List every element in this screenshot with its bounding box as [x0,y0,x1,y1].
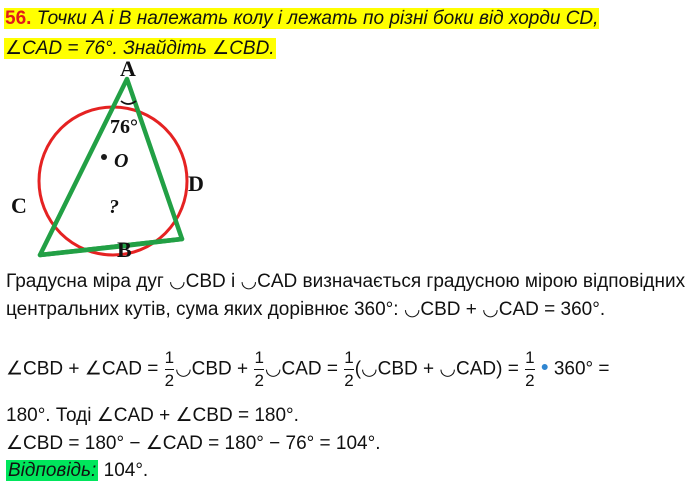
fraction-half [344,348,353,391]
eq-part-3: ◡CAD = [264,358,344,380]
eq-part-1: ∠CBD + ∠CAD = [6,358,164,380]
multiply-dot: • [540,354,549,380]
fraction-bar [165,369,174,370]
geometry-figure [0,56,230,266]
fraction-half [165,348,174,391]
problem-line-1 [4,8,599,29]
fraction-half [254,348,263,391]
label-C: C [11,193,27,218]
fraction-bar [344,369,353,370]
fraction-num: 1 [254,348,264,367]
fraction-bar [525,369,534,370]
label-A: A [120,56,136,81]
chords [40,79,182,255]
answer-value: 104°. [98,460,149,481]
label-B: B [117,237,132,262]
problem-statement [4,4,691,64]
fraction-num: 1 [164,348,175,367]
unknown-angle-label: ? [109,196,119,218]
fraction-num: 1 [344,348,354,367]
fraction-den: 2 [254,371,264,390]
solution-line-4: ∠CBD = 180° − ∠CAD = 180° − 76° = 104°. [6,433,381,454]
answer-label: Відповідь: [8,460,97,481]
answer-line [6,460,148,482]
angle-label: 76° [110,116,138,138]
label-D: D [188,171,204,196]
triangle-ACD [40,79,182,255]
eq-part-4: (◡CBD + ◡CAD) = [354,358,525,380]
center-point [101,154,107,160]
problem-number: 56. [5,8,32,29]
solution-paragraph: Градусна міра дуг ◡CBD і ◡CAD визначається градусною мірою відповідних центральних кутів, сума яких дорівнює 360°: ◡CBD + ◡CAD = 360°. [6,271,686,320]
problem-line-2: ∠CAD = 76°. Знайдіть ∠CBD. [5,38,275,59]
equation-line [6,348,610,391]
solution-line-3: 180°. Тоді ∠CAD + ∠CBD = 180°. [6,405,299,426]
problem-text-1: Точки A і B належать колу і лежать по різні боки від хорди CD, [31,8,599,29]
fraction-den: 2 [164,371,175,390]
label-O: O [114,150,129,172]
fraction-den: 2 [525,371,535,390]
fraction-num: 1 [525,348,535,367]
fraction-half [525,348,534,391]
fraction-den: 2 [344,371,354,390]
triangle-BCD [40,239,182,255]
eq-part-5: 360° = [548,358,610,380]
eq-part-2: ◡CBD + [175,358,254,380]
fraction-bar [254,369,263,370]
